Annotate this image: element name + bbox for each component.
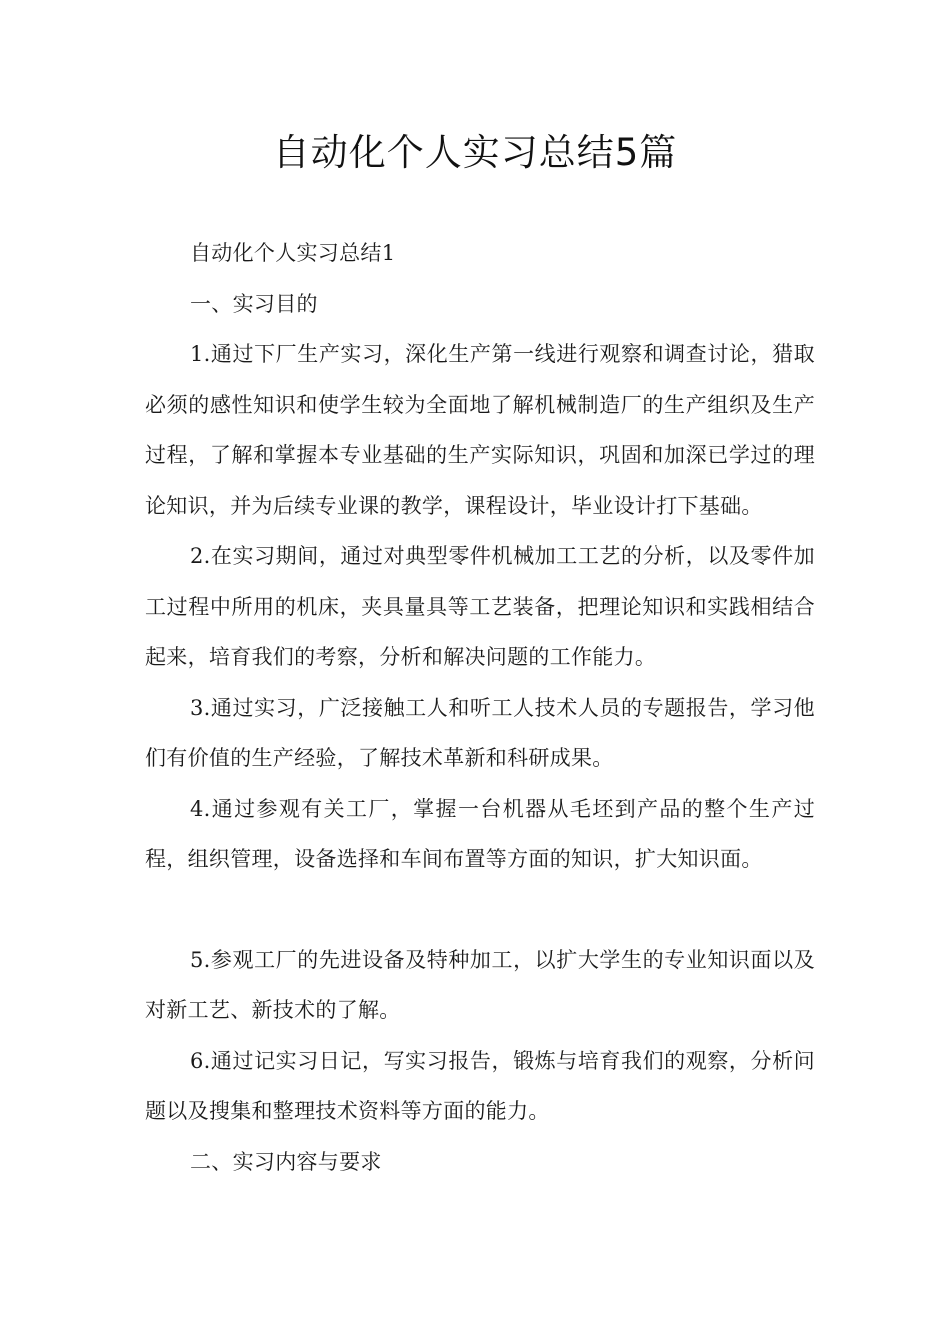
paragraph-item-5: 5.参观工厂的先进设备及特种加工，以扩大学生的专业知识面以及对新工艺、新技术的了解。	[145, 947, 815, 1022]
paragraph-item-2: 2.在实习期间，通过对典型零件机械加工工艺的分析，以及零件加工过程中所用的机床，夹具量具等工艺装备，把理论知识和实践相结合起来，培育我们的考察，分析和解决问题的工作能力。	[145, 544, 815, 669]
document-body	[145, 228, 815, 1187]
section-heading-content-requirements: 二、实习内容与要求	[190, 1149, 382, 1174]
section-heading-summary-1: 自动化个人实习总结1	[190, 241, 396, 265]
paragraph-item-4: 4.通过参观有关工厂，掌握一台机器从毛坯到产品的整个生产过程，组织管理，设备选择和车间布置等方面的知识，扩大知识面。	[145, 796, 815, 871]
paragraph-item-6: 6.通过记实习日记，写实习报告，锻炼与培育我们的观察，分析问题以及搜集和整理技术资料等方面的能力。	[145, 1048, 815, 1123]
paragraph-item-3: 3.通过实习，广泛接触工人和听工人技术人员的专题报告，学习他们有价值的生产经验，了解技术革新和科研成果。	[145, 695, 815, 770]
paragraph-item-1: 1.通过下厂生产实习，深化生产第一线进行观察和调查讨论，猎取必须的感性知识和使学生较为全面地了解机械制造厂的生产组织及生产过程，了解和掌握本专业基础的生产实际知识，巩固和加深已学过的理论知识，并为后续专业课的教学，课程设计，毕业设计打下基础。	[145, 342, 815, 518]
document-title: 自动化个人实习总结5篇	[272, 131, 678, 174]
section-heading-internship-purpose: 一、实习目的	[190, 291, 318, 316]
